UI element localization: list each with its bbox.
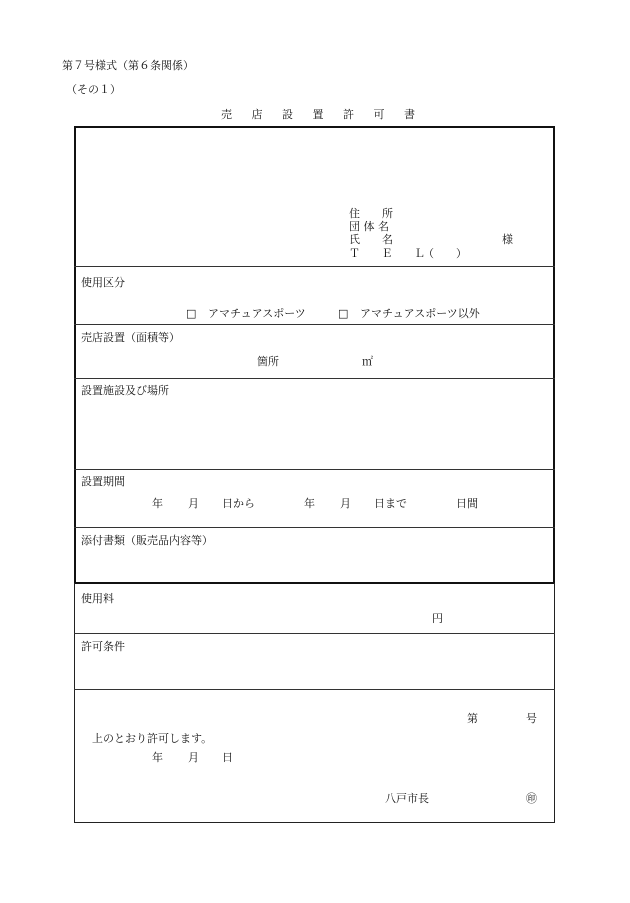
- checkbox-amateur[interactable]: □: [186, 307, 197, 320]
- tel-label: Ｔ Ｅ Ｌ: [349, 247, 434, 260]
- checkbox-non-amateur[interactable]: □: [338, 307, 349, 320]
- approval-month: 月: [188, 751, 199, 764]
- approval-block: [74, 583, 555, 823]
- document-title: 売 店 設 置 許 可 書: [221, 108, 423, 121]
- form-sub-number: （その１）: [66, 83, 121, 96]
- area-unit: ㎡: [362, 355, 373, 368]
- group-name-label: 団 体 名: [349, 220, 389, 233]
- divider: [74, 633, 555, 634]
- divider: [74, 324, 555, 325]
- period-label: 設置期間: [81, 475, 125, 488]
- divider: [74, 378, 555, 379]
- count-unit: 箇所: [257, 355, 279, 368]
- shop-setup-label: 売店設置（面積等）: [81, 331, 180, 344]
- period-to-year: 年: [304, 497, 315, 510]
- honorific: 様: [502, 233, 513, 246]
- name-label: 氏 名: [349, 233, 393, 246]
- address-label: 住 所: [349, 207, 393, 220]
- approval-statement: 上のとおり許可します。: [92, 732, 213, 745]
- divider: [74, 266, 555, 267]
- attachments-label: 添付書類（販売品内容等）: [81, 534, 213, 547]
- period-from-month: 月: [188, 497, 199, 510]
- period-from-year: 年: [152, 497, 163, 510]
- period-days: 日間: [456, 497, 478, 510]
- number-prefix: 第: [467, 712, 478, 725]
- conditions-label: 許可条件: [81, 640, 125, 653]
- form-number: 第７号様式（第６条関係）: [62, 59, 194, 72]
- divider: [74, 689, 555, 690]
- period-to-month: 月: [340, 497, 351, 510]
- main-form-block: [74, 126, 555, 584]
- fee-unit: 円: [432, 612, 443, 625]
- approval-day: 日: [222, 751, 233, 764]
- period-to-day: 日まで: [374, 497, 407, 510]
- option-non-amateur-sports: アマチュアスポーツ以外: [360, 307, 480, 320]
- option-amateur-sports: アマチュアスポーツ: [208, 307, 306, 320]
- tel-parens: （ ）: [423, 247, 467, 260]
- period-from-day: 日から: [222, 497, 255, 510]
- divider: [74, 469, 555, 470]
- facility-location-label: 設置施設及び場所: [81, 384, 169, 397]
- seal-mark: ㊞: [526, 792, 537, 805]
- divider: [74, 527, 555, 528]
- issuer: 八戸市長: [385, 792, 429, 805]
- number-suffix: 号: [526, 712, 537, 725]
- approval-year: 年: [152, 751, 163, 764]
- fee-label: 使用料: [81, 592, 114, 605]
- usage-category-label: 使用区分: [81, 276, 125, 289]
